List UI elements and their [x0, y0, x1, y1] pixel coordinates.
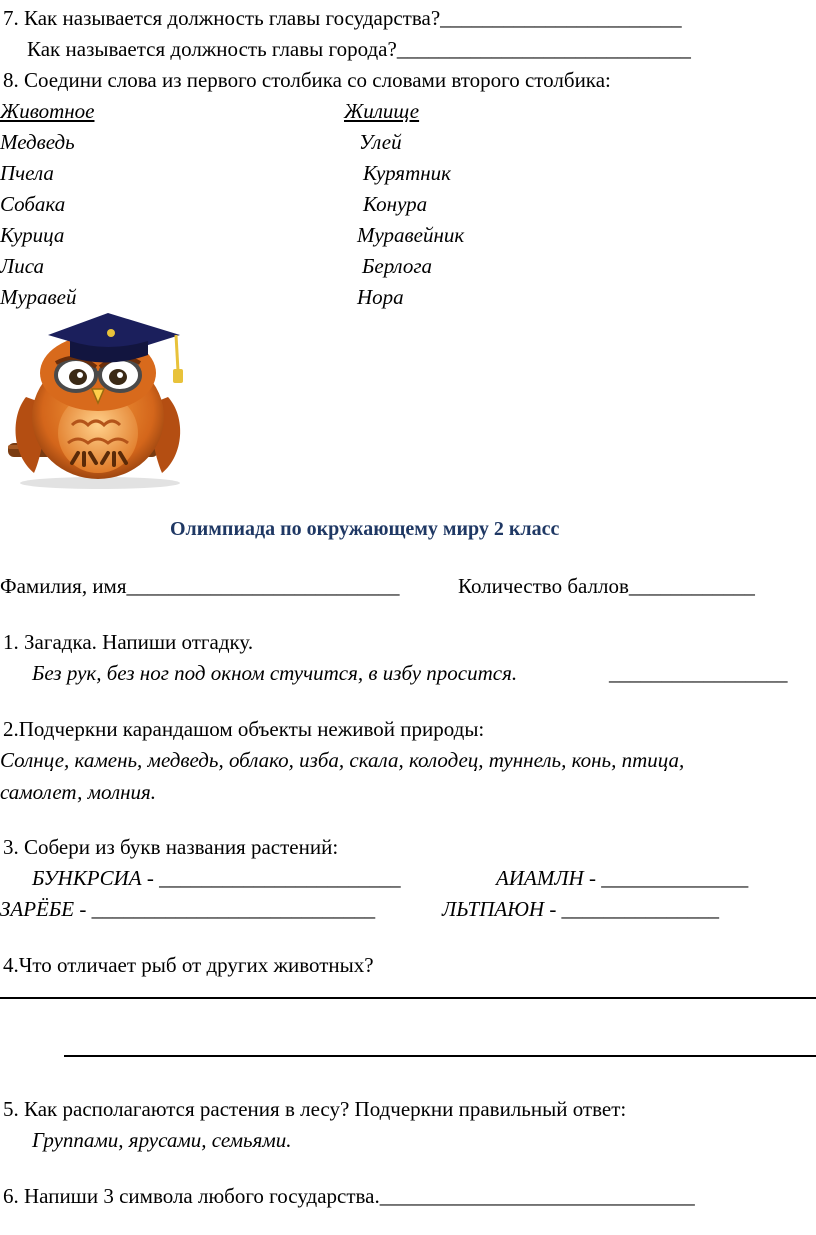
- col-left-header: Животное: [0, 99, 95, 123]
- right-item-4: Муравейник: [357, 223, 465, 247]
- q1-answer-line: _________________: [609, 661, 788, 685]
- q3-word-1-blank: - _______________________: [141, 866, 401, 890]
- col-right-header: Жилище: [344, 99, 420, 123]
- q2-text: 2.Подчеркни карандашом объекты неживой природы:: [3, 717, 485, 741]
- q3-word-2-blank: - ______________: [583, 866, 749, 890]
- left-item-4: Курица: [0, 223, 65, 247]
- q2-line-1: Солнце, камень, медведь, облако, изба, скала, колодец, туннель, конь, птица,: [0, 748, 685, 772]
- q3-word-1-letters: БУНКРСИА: [32, 866, 142, 890]
- right-item-1: Улей: [359, 130, 402, 154]
- q1-riddle: Без рук, без ног под окном стучится, в избу просится.: [32, 661, 518, 685]
- q4-answer-line-2: [64, 1055, 816, 1057]
- q5-text: 5. Как располагаются растения в лесу? Подчеркни правильный ответ:: [3, 1097, 627, 1121]
- left-item-2: Пчела: [0, 161, 54, 185]
- q3-text: 3. Собери из букв названия растений:: [3, 835, 339, 859]
- left-item-1: Медведь: [0, 130, 75, 154]
- name-field: Фамилия, имя__________________________: [0, 574, 400, 598]
- right-item-5: Берлога: [362, 254, 433, 278]
- q3-word-4-blank: - _______________: [544, 897, 720, 921]
- right-item-2: Курятник: [363, 161, 451, 185]
- q4-answer-line-1: [0, 997, 816, 999]
- q3-word-3: [0, 896, 375, 922]
- left-item-6: Муравей: [0, 285, 77, 309]
- right-item-6: Нора: [357, 285, 404, 309]
- q3-word-2-letters: АИАМЛН: [496, 866, 584, 890]
- q3-word-3-letters: ЗАРЁБЕ: [0, 897, 75, 921]
- left-item-3: Собака: [0, 192, 66, 216]
- q6-text: 6. Напиши 3 символа любого государства.______________________________: [3, 1184, 695, 1208]
- left-item-5: Лиса: [0, 254, 44, 278]
- q5-options: Группами, ярусами, семьями.: [32, 1128, 292, 1152]
- q8-text: 8. Соедини слова из первого столбика со словами второго столбика:: [3, 68, 611, 92]
- q4-text: 4.Что отличает рыб от других животных?: [3, 953, 374, 977]
- q3-word-2: [496, 865, 748, 891]
- q3-word-1: [32, 865, 401, 891]
- q3-word-4: [442, 896, 719, 922]
- q1-text: 1. Загадка. Напиши отгадку.: [3, 630, 254, 654]
- right-item-3: Конура: [363, 192, 428, 216]
- q2-line-2: самолет, молния.: [0, 780, 157, 804]
- page-title: Олимпиада по окружающему миру 2 класс: [170, 518, 560, 540]
- score-field: Количество баллов____________: [458, 574, 755, 598]
- q3-word-3-blank: - ___________________________: [74, 897, 376, 921]
- q7-line-1: 7. Как называется должность главы государства?_______________________: [3, 6, 682, 30]
- owl-with-graduation-cap-icon: [8, 305, 190, 490]
- q3-word-4-letters: ЛЬТПАЮН: [442, 897, 545, 921]
- q7-line-2: Как называется должность главы города?____________________________: [27, 37, 691, 61]
